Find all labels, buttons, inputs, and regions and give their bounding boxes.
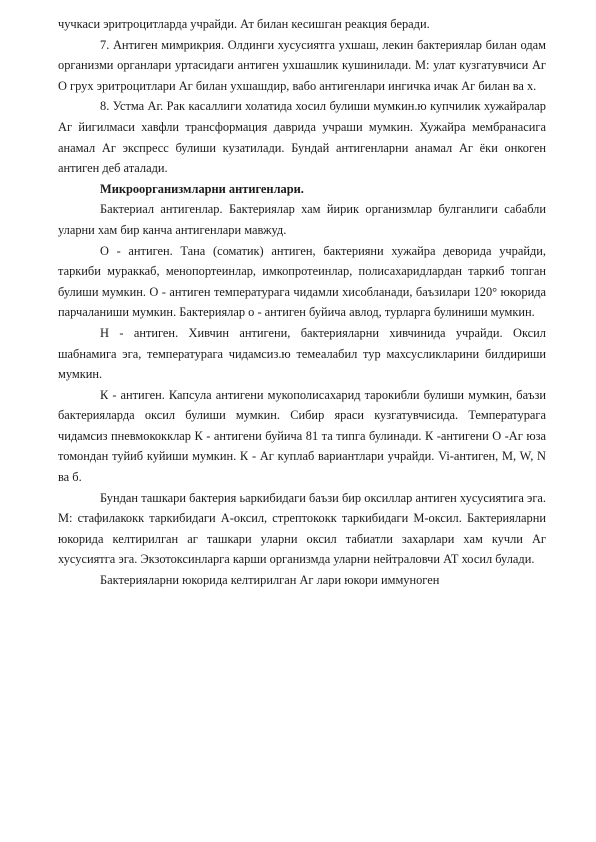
paragraph-antigen-mimicry: 7. Антиген мимрикрия. Олдинги хусусиятга ухшаш, лекин бактериялар билан одам организми органлари уртасидаги антиген ухшашлик кушинилади. М: улат кузгатувчиси Аг О грух эритроцитлари Аг билан ухшашдир, вабо антигенлари ингичка ичак Аг билан ва х.	[58, 37, 546, 93]
paragraph-o-antigen: О - антиген. Тана (соматик) антиген, бактерияни хужайра деворида учрайди, таркиби мураккаб, менопортеинлар, имкопротеинлар, полисахаридлардан таркиб топган булиши мумкин. О - антиген температурага чидамли хисобланади, баъзилари 120° юкорида парчаланиши мумкин. Бактериялар о - антиген буйича авлод, турларга булиниши мумкин.	[58, 243, 546, 320]
paragraph-tumor-antigen: 8. Устма Аг. Рак касаллиги холатида хосил булиши мумкин.ю купчилик хужайралар Аг йигилмаси хавфли трансформация даврида учраши мумкин. Хужайра мембранасига анамал Аг экспресс булиши кузатилади. Бундай антигенларни анамал Аг ёки онкоген антиген деб аталади.	[58, 99, 546, 176]
paragraph-protein-antigens: Бундан ташкари бактерия ьаркибидаги баъзи бир оксиллар антиген хусусиятига эга. М: стафилакокк таркибидаги А-оксил, стрептококк таркибидаги М-оксил. Бактерияларни юкорида келтирилган аг ташкари уларни оксил табиатли захарлари хам кучли Аг хусусиятга эга. Экзотоксинларга карши организмда уларни нейтраловчи АТ хосил булади.	[58, 490, 546, 567]
section-heading-microorganism-antigens: Микроорганизмларни антигенлари.	[100, 181, 304, 196]
paragraph-continuation: чучкаси эритроцитларда учрайди. Ат билан кесишган реакция беради.	[58, 17, 430, 31]
paragraph-bacterial-antigens: Бактериал антигенлар. Бактериялар хам йирик организмлар булганлиги сабабли уларни хам бир канча антигенлари мавжуд.	[58, 202, 546, 237]
document-page	[58, 14, 546, 591]
paragraph-h-antigen: Н - антиген. Хивчин антигени, бактерияларни хивчинида учрайди. Оксил шабнамига эга, температурага чидамсиз.ю темеалабил тур махсусликларини билдириши мумкин.	[58, 325, 546, 382]
paragraph-final-line: Бактерияларни юкорида келтирилган Аг лари юкори иммуноген	[100, 573, 440, 588]
paragraph-k-antigen: К - антиген. Капсула антигени мукополисахарид тарокибли булиши мумкин, баъзи бактерияларда оксил булиши мумкин. Сибир яраси кузгатувчисида. Температурага чидамсиз пневмококклар К - антигени буйича 81 та типга булинади. К -антигени О -Аг юза томондан туйиб куйиши мумкин. К - Аг куплаб вариантлари учрайди. Vi-антиген, M, W, N ва б.	[58, 387, 546, 485]
